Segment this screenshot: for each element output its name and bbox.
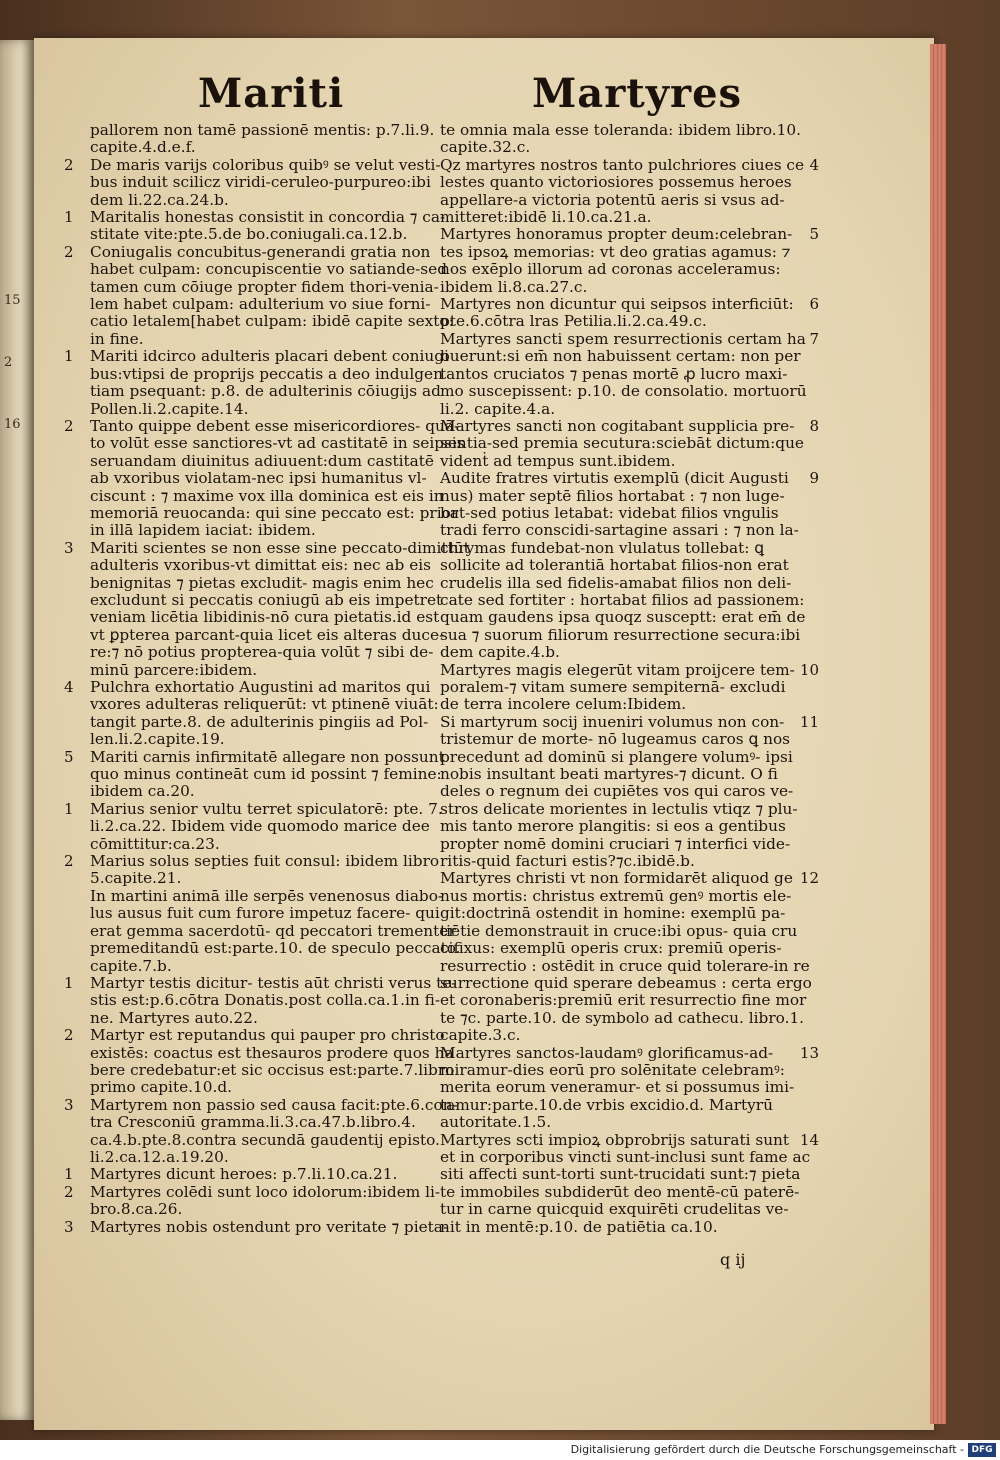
index-entry [440, 416, 819, 470]
entry-line: Marius solus septies fuit consul: ibidem libro [90, 852, 440, 871]
entry-line: ibidem li.8.ca.27.c. [440, 277, 588, 296]
entry-line: Martyres sanctos-laudamꝰ glorificamus-ad- [440, 1043, 774, 1062]
entry-line: Martyrem non passio sed causa facit:pte.6.con- [90, 1095, 458, 1114]
index-entry [440, 121, 801, 157]
index-entry [440, 225, 819, 296]
entry-line: propter nomē domini cruciari ⁊ interfici vide- [440, 834, 791, 853]
entry-line: te omnia mala esse toleranda: ibidem libro.10. [440, 121, 801, 139]
digitization-credit: Digitalisierung gefördert durch die Deutsche Forschungsgemeinschaft - [570, 1443, 964, 1456]
entry-line: et coronaberis:premiū erit resurrectio fine mor [440, 991, 807, 1010]
entry-number: 13 [799, 1043, 819, 1062]
entry-number: 4 [809, 155, 819, 174]
index-entry [64, 1095, 458, 1167]
entry-line: nit in mentē:p.10. de patiētia ca.10. [440, 1217, 718, 1236]
entry-line: Audite fratres virtutis exemplū (dicit Augusti [440, 469, 789, 488]
entry-line: dem li.22.ca.24.b. [90, 190, 229, 209]
entry-line: In martini animā ille serpēs venenosus diabo- [90, 886, 444, 905]
entry-line: nus mortis: christus extremū genꝰ mortis ele- [440, 886, 792, 905]
entry-line: vxores adulteras reliquerūt: vt ptinenē viuāt: [90, 695, 439, 714]
entry-number: 8 [809, 416, 819, 435]
left-margin-note: 2 [4, 355, 13, 370]
entry-line: lem habet culpam: adulterium vo siue forni- [90, 295, 431, 314]
entry-line: vt ꝑpterea parcant-quia licet eis alteras duce- [90, 625, 445, 644]
entry-line: chrymas fundebat-non vlulatus tollebat: ꝗ [440, 538, 765, 557]
entry-line: quo minus contineāt cum id possint ⁊ femine: [90, 765, 442, 784]
page-edge-stack [930, 44, 946, 1424]
entry-line: in fine. [90, 329, 144, 348]
index-entry [64, 799, 445, 853]
index-entry [440, 1043, 819, 1132]
left-margin-notes [4, 270, 30, 456]
entry-line: tra Cresconiū gramma.li.3.ca.47.b.libro.4. [90, 1113, 416, 1132]
entry-line: Martyres sancti non cogitabant supplicia pre- [440, 416, 795, 435]
entry-line: Pulchra exhortatio Augustini ad maritos qui [90, 678, 431, 696]
entry-line: de terra incolere celum:Ibidem. [440, 695, 687, 714]
entry-line: capite.4.d.e.f. [90, 138, 196, 157]
entry-number: 11 [799, 712, 819, 731]
entry-line: ritis-quid facturi estis?⁊c.ibidē.b. [440, 852, 695, 871]
index-entry [440, 295, 819, 331]
entry-line: stis est:p.6.cōtra Donatis.post colla.ca.1.in fi- [90, 991, 440, 1010]
entry-number: 2 [64, 242, 74, 261]
entry-line: excludunt si peccatis coniugū ab eis impetret [90, 590, 443, 609]
entry-line: nos exēplo illorum ad coronas acceleramus: [440, 260, 781, 279]
entry-line: seruandam diuinitus adiuuent:dum castitatē [90, 451, 434, 470]
entry-line: merita eorum veneramur- et si possumus imi- [440, 1078, 795, 1097]
index-entry [64, 852, 445, 888]
entry-line: Pollen.li.2.capite.14. [90, 399, 249, 418]
index-entry [440, 1130, 819, 1236]
entry-line: poralem-⁊ vitam sumere sempiternā- excludi [440, 678, 786, 696]
entry-line: autoritate.1.5. [440, 1113, 552, 1132]
index-entry [90, 122, 445, 157]
entry-line: memoriā reuocanda: qui sine peccato est: prior [90, 503, 459, 522]
entry-number: 2 [64, 1026, 74, 1045]
index-column-left [64, 121, 470, 1236]
index-entry [64, 1026, 455, 1097]
entry-line: lestes quanto victoriosiores possemus heroes [440, 173, 792, 192]
entry-line: ab vxoribus violatam-nec ipsi humanitus vl- [90, 469, 427, 488]
entry-number: 3 [64, 1095, 74, 1114]
entry-number: 1 [64, 1165, 74, 1184]
entry-line: Qz martyres nostros tanto pulchriores ciues ce [440, 155, 805, 174]
dfg-logo: DFG [968, 1443, 996, 1457]
entry-number: 1 [64, 799, 74, 818]
entry-line: tristemur de morte- nō lugeamus caros ꝗ nos [440, 730, 791, 749]
entry-number: 4 [64, 678, 74, 696]
index-entry [64, 538, 470, 679]
entry-line: primo capite.10.d. [90, 1078, 232, 1097]
entry-line: tamen cum cōiuge propter fidem thori-venia- [90, 277, 439, 296]
entry-line: nus) mater septē filios hortabat : ⁊ non luge- [440, 486, 785, 505]
entry-line: Martyres non dicuntur qui seipsos interficiūt: [440, 295, 794, 314]
entry-line: li.2.ca.22. Ibidem vide quomodo marice dee [90, 817, 430, 836]
entry-number: 3 [64, 1217, 74, 1236]
entry-line: tamur:parte.10.de vrbis excidio.d. Martyrū [440, 1095, 773, 1114]
entry-number: 14 [799, 1130, 819, 1149]
entry-line: capite.7.b. [90, 956, 172, 975]
entry-line: videnṫ ad tempus sunt.ibidem. [440, 451, 676, 470]
entry-line: catio letalem[habet culpam: ibidē capite sexto: [90, 312, 454, 331]
entry-line: te immobiles subdiderūt deo mentē-cū paterē- [440, 1182, 800, 1201]
entry-line: surrectione quid sperare debeamus : certa ergo [440, 973, 812, 992]
entry-line: tes ipsoꝝ memorias: vt deo gratias agamus: ⁊ [440, 242, 791, 261]
entry-line: tantos cruciatos ⁊ penas mortē ꝓ lucro maxi- [440, 364, 788, 383]
entry-line: ciscunt : ⁊ maxime vox illa dominica est eis in [90, 486, 444, 505]
entry-line: Martyres nobis ostendunt pro veritate ⁊ pieta- [90, 1217, 449, 1236]
entry-line: tangit parte.8. de adulterinis pingiis ad Pol- [90, 712, 429, 731]
entry-line: sollicite ad tolerantiā hortabat filios-non erat [440, 556, 789, 575]
entry-line: nobis insultant beati martyres-⁊ dicunt. O fi [440, 765, 778, 784]
entry-number: 2 [64, 852, 74, 871]
entry-line: Marius senior vultu terret spiculatorē: pte. 7. [90, 799, 443, 818]
index-entry [440, 329, 819, 418]
entry-line: capite.32.c. [440, 138, 531, 157]
left-margin-note: 15 [4, 293, 21, 308]
entry-line: adulteris vxoribus-vt dimittat eis: nec ab eis [90, 556, 431, 575]
index-column-right [440, 121, 819, 1236]
entry-line: Maritalis honestas consistit in concordia ⁊ ca- [90, 208, 446, 227]
index-entry [440, 469, 819, 662]
index-entry [64, 678, 445, 749]
index-entry [64, 416, 465, 540]
entry-number: 1 [64, 973, 74, 992]
index-entry [90, 886, 461, 975]
entry-line: stros delicate morientes in lectulis vtiqz ⁊ plu- [440, 799, 798, 818]
left-margin-note: 16 [4, 417, 21, 432]
entry-line: re:⁊ nō potius propterea-quia volūt ⁊ sibi de- [90, 643, 434, 662]
index-entry [64, 155, 445, 209]
entry-line: resurrectio : ostēdit in cruce quid tolerare-in re [440, 956, 810, 975]
entry-line: cifixus: exemplū operis crux: premiū operis- [440, 939, 782, 958]
entry-line: bro.8.ca.26. [90, 1200, 183, 1219]
entry-line: mis tanto merore plangitis: si eos a gentibus [440, 817, 786, 836]
entry-line: Martyres scti impioꝝ obprobrijs saturati sunt [440, 1130, 790, 1149]
entry-number: 5 [64, 747, 74, 766]
index-entry [64, 347, 449, 418]
entry-line: buerunt:si em̄ non habuissent certam: non per [440, 347, 801, 366]
entry-line: sentia-sed premia secutura:sciebāt dictum:que [440, 434, 804, 453]
entry-line: Martyres christi vt non formidarēt aliquod ge [440, 869, 793, 888]
entry-line: Mariti idcirco adulteris placari debent coniugi [90, 347, 449, 366]
entry-line: miramur-dies eorū pro solēnitate celebramꝰ: [440, 1060, 785, 1079]
index-entry [64, 208, 446, 244]
entry-line: pte.6.cōtra lras Petilia.li.2.ca.49.c. [440, 312, 707, 331]
entry-line: dem capite.4.b. [440, 643, 560, 662]
index-entry [440, 155, 819, 227]
entry-line: habet culpam: concupiscentie vo satiande-sed [90, 260, 447, 279]
entry-line: Martyr testis dicitur- testis aūt christi verus te- [90, 973, 457, 992]
entry-number: 9 [809, 469, 819, 488]
entry-line: git:doctrinā ostendit in homine: exemplū pa- [440, 904, 786, 923]
entry-line: Martyres magis elegerūt vitam proijcere tem- [440, 660, 795, 679]
entry-line: De maris varijs coloribus quibꝰ se velut vesti- [90, 155, 441, 174]
index-entry [64, 242, 454, 348]
entry-line: bus:vtipsi de proprijs peccatis a deo indulgen [90, 364, 443, 383]
entry-line: tiam psequant: p.8. de adulterinis cōiugijs ad [90, 382, 441, 401]
entry-line: et in corporibus vincti sunt-inclusi sunt fame ac [440, 1147, 811, 1166]
entry-line: to volūt esse sanctiores-vt ad castitatē in seipsis [90, 434, 465, 453]
entry-number: 1 [64, 347, 74, 366]
entry-line: ca.4.b.pte.8.contra secundā gaudentij episto. [90, 1130, 440, 1149]
entry-line: veniam licētia libidinis-nō cura pietatis.id est [90, 608, 440, 627]
entry-line: pallorem non tamē passionē mentis: p.7.li.9. [90, 121, 435, 139]
entry-line: siti affecti sunt-torti sunt-trucidati sunt:⁊ pieta [440, 1165, 801, 1184]
entry-line: quam gaudens ipsa quoqz susceptt: erat em̄ de [440, 608, 806, 627]
entry-line: cōmittitur:ca.23. [90, 834, 220, 853]
entry-line: te ⁊c. parte.10. de symbolo ad cathecu. libro.1. [440, 1008, 805, 1027]
entry-line: Tanto quippe debent esse misericordiores- quā- [90, 416, 460, 435]
entry-number: 2 [64, 1182, 74, 1201]
entry-line: tur in carne quicquid exquirēti crudelitas ve- [440, 1200, 789, 1219]
entry-line: len.li.2.capite.19. [90, 730, 225, 749]
entry-line: Martyres colēdi sunt loco idolorum:ibidem li- [90, 1182, 441, 1201]
entry-line: lus ausus fuit cum furore impetuz facere- qui [90, 904, 440, 923]
entry-line: Mariti scientes se non esse sine peccato-dimittūt [90, 538, 470, 557]
entry-line: precedunt ad dominū si plangere volumꝰ- ipsi [440, 747, 793, 766]
entry-line: Coniugalis concubitus-generandi gratia non [90, 242, 431, 261]
entry-line: cate sed fortiter : hortabat filios ad passionem: [440, 590, 805, 609]
entry-number: 3 [64, 538, 74, 557]
entry-number: 1 [64, 208, 74, 227]
entry-line: in illā lapidem iaciat: ibidem. [90, 521, 316, 540]
entry-line: Si martyrum socij inueniri volumus non con- [440, 712, 785, 731]
entry-line: li.2.ca.12.a.19.20. [90, 1147, 229, 1166]
index-entry [64, 973, 457, 1027]
footer-bar [0, 1440, 1000, 1460]
entry-line: mitteret:ibidē li.10.ca.21.a. [440, 208, 652, 227]
index-entry [64, 1182, 445, 1219]
entry-line: erat gemma sacerdotū- qd peccatori trementer [90, 921, 456, 940]
running-head-right: Martyres [532, 70, 743, 117]
entry-line: li.2. capite.4.a. [440, 399, 556, 418]
entry-line: tradi ferro conscidi-sartagine assari : ⁊ non la- [440, 521, 799, 540]
entry-line: Martyres dicunt heroes: p.7.li.10.ca.21. [90, 1165, 398, 1184]
entry-number: 5 [809, 225, 819, 244]
entry-line: ibidem ca.20. [90, 782, 195, 801]
entry-line: premeditandū est:parte.10. de speculo peccato. [90, 939, 461, 958]
entry-line: crudelis illa sed fidelis-amabat filios non deli- [440, 573, 792, 592]
left-page-edge [0, 40, 34, 1420]
entry-number: 12 [799, 869, 819, 888]
entry-line: mo suscepissent: p.10. de consolatio. mortuorū [440, 382, 807, 401]
entry-number: 6 [809, 295, 819, 314]
entry-line: Martyr est reputandus qui pauper pro christo [90, 1026, 445, 1045]
entry-number: 2 [64, 155, 74, 174]
index-entry [64, 747, 445, 801]
signature-mark: q ij [720, 1250, 746, 1269]
index-entry [440, 869, 819, 1045]
entry-line: benignitas ⁊ pietas excludit- magis enim hec [90, 573, 434, 592]
entry-line: Mariti carnis infirmitatē allegare non possunt [90, 747, 445, 766]
entry-line: existēs: coactus est thesauros prodere quos ha [90, 1043, 454, 1062]
index-entry [440, 660, 819, 714]
entry-line: deles o regnum dei cupiētes vos qui caros ve- [440, 782, 794, 801]
entry-line: stitate vite:pte.5.de bo.coniugali.ca.12.b. [90, 225, 408, 244]
entry-line: sua ⁊ suorum filiorum resurrectione secura:ibi [440, 625, 801, 644]
index-entry [64, 1165, 445, 1184]
entry-line: Martyres honoramus propter deum:celebran- [440, 225, 793, 244]
entry-line: bat-sed potius letabat: videbat filios vngulis [440, 503, 779, 522]
entry-line: tiētie demonstrauit in cruce:ibi opus- quia cru [440, 921, 798, 940]
entry-line: bus induit scilicz viridi-ceruleo-purpureo:ibi [90, 173, 431, 192]
index-entry [64, 1217, 449, 1236]
entry-line: 5.capite.21. [90, 869, 182, 888]
entry-line: bere credebatur:et sic occisus est:parte.7.libro [90, 1060, 455, 1079]
entry-number: 10 [799, 660, 819, 679]
entry-number: 7 [809, 329, 819, 348]
entry-number: 2 [64, 416, 74, 435]
entry-line: capite.3.c. [440, 1026, 521, 1045]
entry-line: minū parcere:ibidem. [90, 660, 258, 679]
running-head-left: Mariti [198, 70, 345, 117]
entry-line: appellare-a victoria potentū aeris si vsus ad- [440, 190, 785, 209]
entry-line: ne. Martyres auto.22. [90, 1008, 258, 1027]
index-entry [440, 712, 819, 871]
entry-line: Martyres sancti spem resurrectionis certam ha [440, 329, 806, 348]
